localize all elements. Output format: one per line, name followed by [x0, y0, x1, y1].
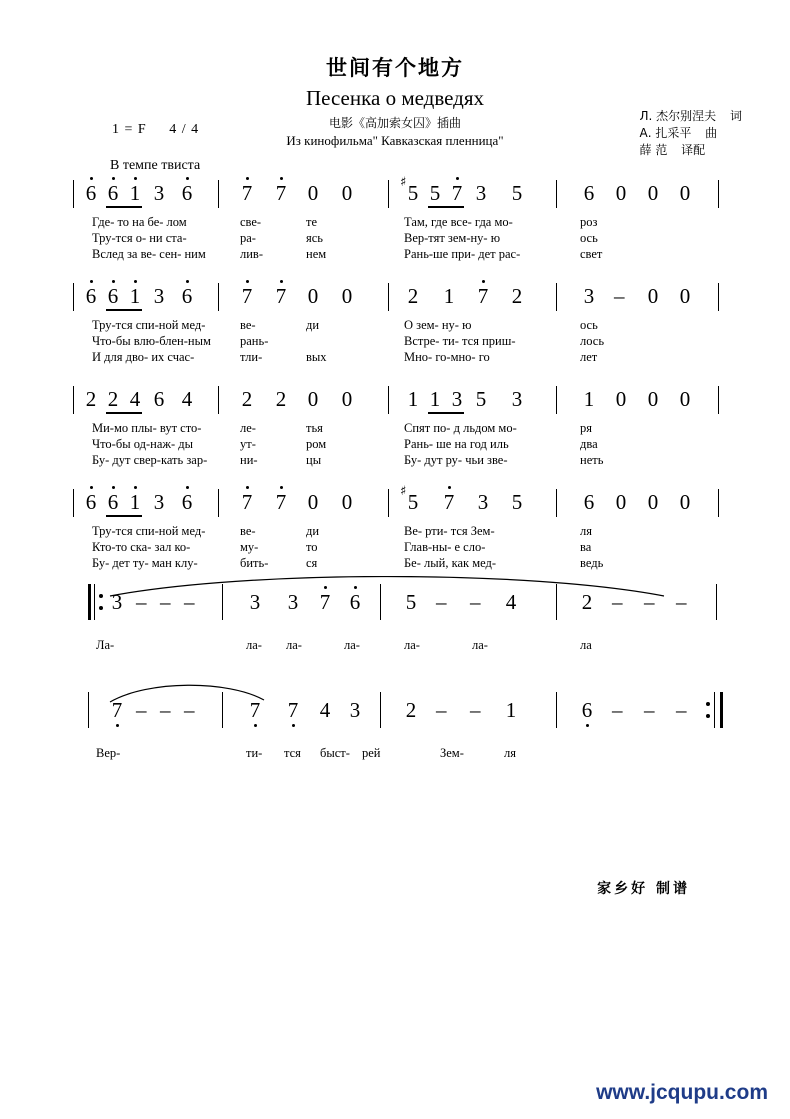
- note: 0: [341, 387, 353, 411]
- note: 2: [241, 387, 253, 411]
- lyric-line: рань-: [240, 334, 269, 348]
- barline: [73, 180, 74, 208]
- note: 6: [85, 181, 97, 205]
- barline: [556, 180, 557, 208]
- octave-dot: [186, 177, 189, 180]
- note: 0: [647, 490, 659, 514]
- octave-dot: [280, 177, 283, 180]
- note: 5: [511, 181, 523, 205]
- barline: [388, 386, 389, 414]
- repeat-start-thin: [94, 584, 95, 620]
- slur: [108, 576, 668, 598]
- lyric-line: вых: [306, 350, 327, 364]
- lyric-line: лось: [580, 334, 605, 348]
- note: 5: [407, 490, 419, 514]
- note: 5: [511, 490, 523, 514]
- note: 1: [129, 284, 141, 308]
- note: 3: [451, 387, 463, 411]
- note: 1: [407, 387, 419, 411]
- repeat-dot: [706, 714, 710, 718]
- octave-dot: [254, 724, 257, 727]
- note: 1: [429, 387, 441, 411]
- barline: [73, 386, 74, 414]
- note: 0: [679, 490, 691, 514]
- lyric-line: ла-: [472, 638, 488, 652]
- lyric-line: ва: [580, 540, 592, 554]
- note: 2: [85, 387, 97, 411]
- octave-dot: [116, 724, 119, 727]
- sharp-accidental: ♯: [400, 484, 407, 499]
- lyric-line: бить-: [240, 556, 269, 570]
- lyric-line: лив-: [240, 247, 263, 261]
- note: 3: [475, 181, 487, 205]
- barline: [556, 283, 557, 311]
- lyric-line: Ла-: [96, 638, 115, 652]
- lyric-line: Встре- ти- тся приш-: [404, 334, 516, 348]
- barline: [556, 386, 557, 414]
- lyric-line: ось: [580, 231, 598, 245]
- lyric-line: ля: [504, 746, 516, 760]
- octave-dot: [586, 724, 589, 727]
- barline: [73, 489, 74, 517]
- lyric-line: нем: [306, 247, 327, 261]
- lyric-line: О зем- ну- ю: [404, 318, 472, 332]
- lyric-line: Спят по- д льдом мо-: [404, 421, 517, 435]
- lyric-line: ве-: [240, 524, 256, 538]
- octave-dot: [112, 280, 115, 283]
- time-signature: 4 / 4: [169, 122, 200, 137]
- credit-role: 词: [729, 109, 742, 123]
- lyric-line: ось: [580, 318, 598, 332]
- barline: [218, 386, 219, 414]
- note: 6: [181, 284, 193, 308]
- note: 0: [647, 181, 659, 205]
- key-and-time-signature: [112, 122, 199, 138]
- duration-dash: –: [470, 698, 481, 722]
- lyric-line: ра-: [240, 231, 256, 245]
- lyric-line: ни-: [240, 453, 258, 467]
- note: 7: [111, 698, 123, 722]
- note: 7: [287, 698, 299, 722]
- lyric-line: те: [306, 215, 318, 229]
- beam: [106, 515, 142, 517]
- duration-dash: –: [644, 590, 655, 614]
- note: 6: [85, 490, 97, 514]
- octave-dot: [292, 724, 295, 727]
- note: 7: [275, 284, 287, 308]
- note: 3: [249, 590, 261, 614]
- note: 6: [583, 490, 595, 514]
- note: 6: [107, 490, 119, 514]
- lyric-line: све-: [240, 215, 262, 229]
- note: 1: [129, 490, 141, 514]
- note: 6: [181, 181, 193, 205]
- lyric-line: Там, где все- гда мо-: [404, 215, 513, 229]
- lyric-line: цы: [306, 453, 322, 467]
- barline: [218, 283, 219, 311]
- lyric-line: ся: [306, 556, 318, 570]
- lyric-line: ди: [306, 318, 320, 332]
- note: 0: [679, 387, 691, 411]
- credit-name: А. 扎采平: [639, 126, 692, 140]
- note: 0: [647, 284, 659, 308]
- lyric-line: ла-: [344, 638, 360, 652]
- note: 3: [287, 590, 299, 614]
- barline: [556, 489, 557, 517]
- note: 4: [181, 387, 193, 411]
- lyric-line: му-: [240, 540, 259, 554]
- lyric-line: Где- то на бе- лом: [92, 215, 187, 229]
- lyric-line: два: [580, 437, 598, 451]
- system-2: [0, 278, 790, 393]
- note: 0: [307, 490, 319, 514]
- lyric-line: ди: [306, 524, 320, 538]
- lyric-line: ла: [580, 638, 592, 652]
- lyric-line: ря: [580, 421, 592, 435]
- octave-dot: [112, 177, 115, 180]
- barline: [718, 386, 719, 414]
- lyric-line: Что-бы од-наж- ды: [92, 437, 194, 451]
- lyric-line: тли-: [240, 350, 263, 364]
- note: 0: [679, 181, 691, 205]
- note: 6: [583, 181, 595, 205]
- site-watermark: www.jcqupu.com: [596, 1081, 768, 1104]
- note: 0: [615, 490, 627, 514]
- octave-dot: [90, 486, 93, 489]
- note: 2: [107, 387, 119, 411]
- barline: [388, 180, 389, 208]
- note: 6: [85, 284, 97, 308]
- octave-dot: [134, 486, 137, 489]
- repeat-dot: [706, 702, 710, 706]
- duration-dash: –: [676, 590, 687, 614]
- system-6: [0, 688, 790, 778]
- lyric-line: Вер-тят зем-ну- ю: [404, 231, 501, 245]
- note: 4: [319, 698, 331, 722]
- lyric-line: лет: [580, 350, 598, 364]
- barline: [388, 283, 389, 311]
- note: 3: [153, 181, 165, 205]
- note: 4: [505, 590, 517, 614]
- tempo-marking: В темпе твиста: [110, 158, 201, 173]
- note: 1: [583, 387, 595, 411]
- slur: [108, 682, 268, 704]
- note: 1: [129, 181, 141, 205]
- duration-dash: –: [612, 590, 623, 614]
- barline: [718, 180, 719, 208]
- octave-dot: [280, 280, 283, 283]
- note: 5: [475, 387, 487, 411]
- note: 0: [615, 387, 627, 411]
- repeat-start-bar: [88, 584, 91, 620]
- lyric-line: Бу- дут ру- чьи зве-: [404, 453, 508, 467]
- octave-dot: [482, 280, 485, 283]
- note: 5: [405, 590, 417, 614]
- duration-dash: –: [184, 698, 195, 722]
- note: 2: [405, 698, 417, 722]
- engraver-credit: 家乡好 制谱: [597, 881, 690, 897]
- octave-dot: [134, 280, 137, 283]
- lyric-line: Рань-ше при- дет рас-: [404, 247, 521, 261]
- duration-dash: –: [436, 590, 447, 614]
- beam: [106, 412, 142, 414]
- credit-row: [640, 108, 743, 125]
- lyric-line: Рань- ше на год иль: [404, 437, 509, 451]
- octave-dot: [246, 486, 249, 489]
- barline: [718, 489, 719, 517]
- note: 7: [241, 490, 253, 514]
- note: 0: [307, 284, 319, 308]
- note: 2: [511, 284, 523, 308]
- barline: [718, 283, 719, 311]
- note: 7: [319, 590, 331, 614]
- note: 2: [581, 590, 593, 614]
- note: 7: [275, 490, 287, 514]
- note: 5: [429, 181, 441, 205]
- lyric-line: ясь: [306, 231, 323, 245]
- repeat-end-thin: [714, 692, 715, 728]
- note: 1: [443, 284, 455, 308]
- beam: [106, 206, 142, 208]
- lyric-line: Ми-мо плы- вут сто-: [92, 421, 202, 435]
- note: 0: [341, 284, 353, 308]
- duration-dash: –: [160, 698, 171, 722]
- credit-name: Л. 杰尔别涅夫: [639, 109, 717, 123]
- note: 0: [679, 284, 691, 308]
- repeat-dot: [99, 606, 103, 610]
- lyric-line: Бу- дет ту- ман клу-: [92, 556, 198, 570]
- note: 6: [153, 387, 165, 411]
- note: 7: [451, 181, 463, 205]
- page-title-cn: 世间有个地方: [326, 56, 464, 80]
- lyric-line: тья: [306, 421, 323, 435]
- lyric-line: И для дво- их счас-: [92, 350, 195, 364]
- note: 7: [477, 284, 489, 308]
- lyric-line: ла-: [286, 638, 302, 652]
- credit-name: 薛 范: [639, 143, 668, 157]
- system-5: [0, 580, 790, 670]
- lyric-line: ут-: [240, 437, 256, 451]
- octave-dot: [246, 177, 249, 180]
- note: 0: [341, 490, 353, 514]
- octave-dot: [186, 280, 189, 283]
- page-title-ru: Песенка о медведях: [305, 86, 485, 110]
- note: 0: [341, 181, 353, 205]
- lyric-line: ром: [306, 437, 327, 451]
- note: 2: [275, 387, 287, 411]
- octave-dot: [186, 486, 189, 489]
- duration-dash: –: [470, 590, 481, 614]
- duration-dash: –: [612, 698, 623, 722]
- credit-row: [640, 142, 743, 159]
- note: 6: [107, 181, 119, 205]
- note: 7: [443, 490, 455, 514]
- lyric-line: роз: [580, 215, 598, 229]
- barline: [716, 584, 717, 620]
- system-1: [0, 175, 790, 290]
- note: 3: [511, 387, 523, 411]
- duration-dash: –: [644, 698, 655, 722]
- lyric-line: Вер-: [96, 746, 121, 760]
- lyric-line: ве-: [240, 318, 256, 332]
- note: 6: [181, 490, 193, 514]
- lyric-line: ля: [580, 524, 592, 538]
- lyric-line: Тру-тся о- ни ста-: [92, 231, 187, 245]
- subtitle-ru: Из кинофильма" Кавказская пленница": [286, 133, 504, 148]
- barline: [73, 283, 74, 311]
- barline: [88, 692, 89, 728]
- duration-dash: –: [136, 698, 147, 722]
- note: 6: [581, 698, 593, 722]
- octave-dot: [90, 177, 93, 180]
- lyric-line: Бе- лый, как мед-: [404, 556, 497, 570]
- lyric-line: быст-: [320, 746, 350, 760]
- barline: [388, 489, 389, 517]
- lyric-line: ведь: [580, 556, 604, 570]
- lyric-line: Тру-тся спи-ной мед-: [92, 318, 206, 332]
- lyric-line: рей: [362, 746, 381, 760]
- lyric-line: Что-бы влю-блен-ным: [92, 334, 211, 348]
- lyric-line: Вслед за ве- сен- ним: [92, 247, 206, 261]
- note: 7: [241, 181, 253, 205]
- lyric-line: ла-: [246, 638, 262, 652]
- lyric-line: Зем-: [440, 746, 464, 760]
- note: 3: [349, 698, 361, 722]
- note: 0: [307, 181, 319, 205]
- lyric-line: Глав-ны- е сло-: [404, 540, 486, 554]
- beam: [428, 412, 464, 414]
- lyric-line: Ве- рти- тся Зем-: [404, 524, 495, 538]
- note: 0: [307, 387, 319, 411]
- credits: [640, 108, 743, 159]
- note: 3: [153, 490, 165, 514]
- octave-dot: [90, 280, 93, 283]
- duration-dash: –: [184, 590, 195, 614]
- lyric-line: Тру-тся спи-ной мед-: [92, 524, 206, 538]
- barline: [218, 180, 219, 208]
- octave-dot: [280, 486, 283, 489]
- lyric-line: Бу- дут свер-кать зар-: [92, 453, 208, 467]
- note: 0: [615, 181, 627, 205]
- lyric-line: ле-: [240, 421, 256, 435]
- lyric-line: свет: [580, 247, 603, 261]
- duration-dash: –: [136, 590, 147, 614]
- sharp-accidental: ♯: [400, 175, 407, 190]
- repeat-dot: [99, 594, 103, 598]
- barline: [380, 692, 381, 728]
- note: 5: [407, 181, 419, 205]
- beam: [106, 309, 142, 311]
- lyric-line: неть: [580, 453, 604, 467]
- note: 7: [275, 181, 287, 205]
- credit-role: 译配: [681, 143, 706, 157]
- key-signature: 1 = F: [112, 122, 147, 137]
- lyric-line: Мно- го-мно- го: [404, 350, 490, 364]
- octave-dot: [246, 280, 249, 283]
- note: 0: [647, 387, 659, 411]
- lyric-line: ла-: [404, 638, 420, 652]
- note: 4: [129, 387, 141, 411]
- beam: [428, 206, 464, 208]
- note: 1: [505, 698, 517, 722]
- note: 7: [249, 698, 261, 722]
- lyric-line: Кто-то ска- зал ко-: [92, 540, 191, 554]
- duration-dash: –: [160, 590, 171, 614]
- note: 3: [153, 284, 165, 308]
- subtitle-cn: 电影《高加索女囚》插曲: [328, 116, 461, 130]
- note: 3: [477, 490, 489, 514]
- note: 6: [107, 284, 119, 308]
- lyric-line: тся: [284, 746, 301, 760]
- repeat-end-bar: [720, 692, 723, 728]
- note: 7: [241, 284, 253, 308]
- note: 3: [111, 590, 123, 614]
- barline: [218, 489, 219, 517]
- octave-dot: [456, 177, 459, 180]
- lyric-line: то: [306, 540, 318, 554]
- duration-dash: –: [614, 284, 625, 308]
- note: 6: [349, 590, 361, 614]
- duration-dash: –: [436, 698, 447, 722]
- duration-dash: –: [676, 698, 687, 722]
- system-3: [0, 381, 790, 499]
- credit-row: [640, 125, 743, 142]
- lyric-line: ти-: [246, 746, 263, 760]
- octave-dot: [112, 486, 115, 489]
- note: 2: [407, 284, 419, 308]
- credit-role: 曲: [705, 126, 718, 140]
- octave-dot: [448, 486, 451, 489]
- barline: [556, 692, 557, 728]
- octave-dot: [134, 177, 137, 180]
- note: 3: [583, 284, 595, 308]
